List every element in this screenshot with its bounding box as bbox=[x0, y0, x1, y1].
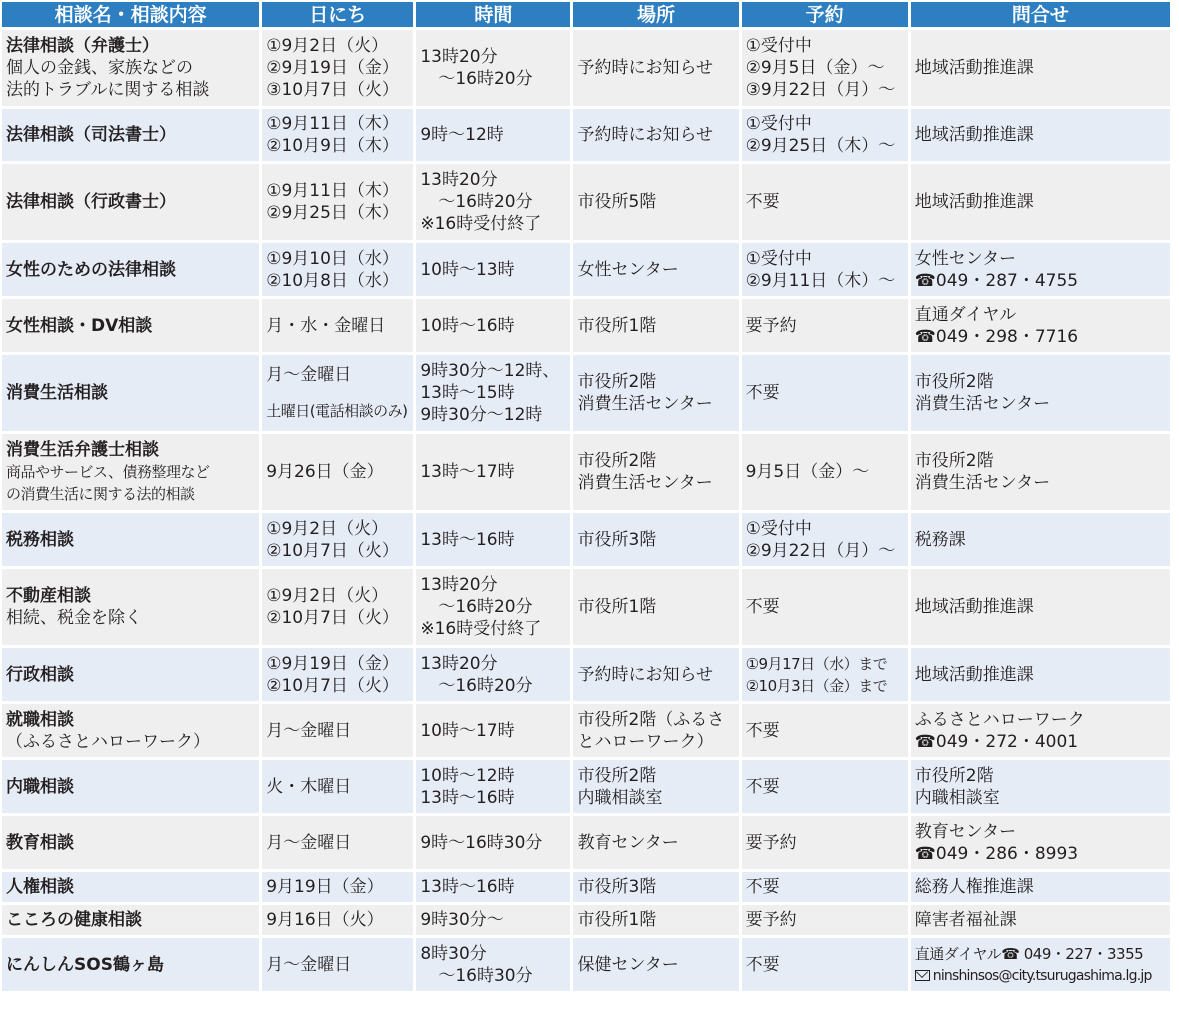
time-line: ～16時20分 bbox=[438, 597, 533, 617]
contact-email[interactable]: ninshinsos@city.tsurugashima.lg.jp bbox=[932, 967, 1152, 984]
contact-line: 内職相談室 bbox=[914, 787, 1000, 808]
reservation-line: 要予約 bbox=[745, 315, 797, 336]
reservation-line: 不要 bbox=[745, 383, 780, 403]
table-row bbox=[2, 905, 1170, 935]
time-cell bbox=[416, 299, 570, 352]
reservation-line: 不要 bbox=[745, 192, 780, 212]
date-line: ①9月11日（木） bbox=[266, 181, 399, 201]
place-cell bbox=[573, 355, 738, 431]
contact-cell bbox=[911, 30, 1170, 106]
date-cell bbox=[262, 938, 413, 991]
time-line: 13時～17時 bbox=[420, 462, 515, 482]
consultation-name: 法律相談（行政書士） bbox=[6, 192, 176, 212]
time-line: ※16時受付終了 bbox=[420, 619, 542, 639]
reservation-cell bbox=[742, 905, 908, 935]
contact-line: 直通ダイヤル bbox=[914, 304, 1017, 325]
time-line: ～16時20分 bbox=[438, 675, 533, 696]
date-cell bbox=[262, 243, 413, 296]
consultation-name: 税務相談 bbox=[6, 529, 74, 550]
date-cell bbox=[262, 648, 413, 701]
date-line: ②10月9日（木） bbox=[266, 136, 399, 156]
consultation-cell bbox=[2, 355, 259, 431]
place-line: 市役所1階 bbox=[577, 910, 657, 930]
contact-line: 市役所2階 bbox=[914, 765, 994, 786]
place-cell bbox=[573, 816, 738, 869]
date-line: 月～金曜日 bbox=[266, 954, 352, 975]
contact-line: 市役所2階 bbox=[914, 451, 994, 471]
consultation-name: 内職相談 bbox=[6, 776, 74, 797]
place-line: 市役所2階 bbox=[577, 372, 657, 392]
contact-line: 地域活動推進課 bbox=[914, 664, 1034, 685]
time-line: 13時20分 bbox=[420, 575, 498, 595]
reservation-line: 9月5日（金）～ bbox=[745, 462, 870, 482]
contact-cell bbox=[911, 760, 1170, 813]
time-line: 9時～16時30分 bbox=[420, 832, 543, 853]
time-line: 13時～16時 bbox=[420, 529, 515, 550]
reservation-cell bbox=[742, 872, 908, 902]
consultation-cell bbox=[2, 648, 259, 701]
consultation-name: 教育相談 bbox=[6, 832, 74, 853]
reservation-cell bbox=[742, 513, 908, 566]
place-line: 市役所5階 bbox=[577, 192, 657, 212]
place-cell bbox=[573, 164, 738, 240]
consultation-cell bbox=[2, 704, 259, 757]
place-cell bbox=[573, 704, 738, 757]
place-cell bbox=[573, 299, 738, 352]
table-row bbox=[2, 434, 1170, 510]
reservation-line: ②9月5日（金）～ bbox=[745, 58, 885, 78]
place-cell bbox=[573, 243, 738, 296]
contact-cell bbox=[911, 816, 1170, 869]
table-row bbox=[2, 872, 1170, 902]
consultation-desc: 法的トラブルに関する相談 bbox=[6, 80, 210, 100]
consultation-name: 女性相談・DV相談 bbox=[6, 315, 153, 336]
contact-cell bbox=[911, 938, 1170, 991]
consultation-cell bbox=[2, 109, 259, 161]
table-row bbox=[2, 243, 1170, 296]
place-cell bbox=[573, 513, 738, 566]
reservation-line: ①受付中 bbox=[745, 36, 812, 56]
place-line: 保健センター bbox=[577, 954, 679, 975]
reservation-line: ①受付中 bbox=[745, 248, 812, 269]
consultation-name: 行政相談 bbox=[6, 664, 74, 685]
date-cell bbox=[262, 355, 413, 431]
header-time: 時間 bbox=[416, 2, 570, 27]
contact-cell bbox=[911, 109, 1170, 161]
place-line: 消費生活センター bbox=[577, 394, 713, 414]
time-cell bbox=[416, 355, 570, 431]
reservation-line: 不要 bbox=[745, 877, 780, 897]
date-line: 月～金曜日 bbox=[266, 720, 352, 741]
time-line: 10時～13時 bbox=[420, 259, 515, 280]
place-line: とハローワーク） bbox=[577, 731, 714, 752]
place-cell bbox=[573, 569, 738, 645]
place-cell bbox=[573, 30, 738, 106]
reservation-line: 要予約 bbox=[745, 910, 797, 930]
date-line: ②10月7日（火） bbox=[266, 608, 399, 628]
consultation-name: 不動産相談 bbox=[6, 586, 91, 606]
header-consultation: 相談名・相談内容 bbox=[2, 2, 259, 27]
time-cell bbox=[416, 938, 570, 991]
place-line: 女性センター bbox=[577, 259, 679, 280]
contact-cell bbox=[911, 243, 1170, 296]
time-cell bbox=[416, 243, 570, 296]
date-cell bbox=[262, 905, 413, 935]
consultation-cell bbox=[2, 30, 259, 106]
place-line: 消費生活センター bbox=[577, 473, 713, 493]
time-line: ～16時20分 bbox=[438, 192, 533, 212]
header-reservation: 予約 bbox=[742, 2, 908, 27]
date-line: ③10月7日（火） bbox=[266, 80, 399, 100]
consultation-desc: 個人の金銭、家族などの bbox=[6, 58, 193, 78]
contact-line: 地域活動推進課 bbox=[914, 125, 1034, 145]
reservation-cell bbox=[742, 164, 908, 240]
consultation-desc: 相続、税金を除く bbox=[6, 608, 142, 628]
place-line: 予約時にお知らせ bbox=[577, 58, 713, 78]
place-cell bbox=[573, 109, 738, 161]
table-row bbox=[2, 164, 1170, 240]
consultation-name: 就職相談 bbox=[6, 709, 74, 730]
consultation-cell bbox=[2, 434, 259, 510]
date-cell bbox=[262, 816, 413, 869]
time-line: 13時20分 bbox=[420, 47, 498, 67]
table-row bbox=[2, 30, 1170, 106]
header-date: 日にち bbox=[262, 2, 413, 27]
date-cell bbox=[262, 513, 413, 566]
table-row bbox=[2, 299, 1170, 352]
reservation-line: 不要 bbox=[745, 597, 780, 617]
consultation-desc: （ふるさとハローワーク） bbox=[6, 731, 210, 752]
contact-cell bbox=[911, 164, 1170, 240]
time-cell bbox=[416, 434, 570, 510]
consultation-name: 人権相談 bbox=[6, 877, 74, 897]
time-line: 13時20分 bbox=[420, 653, 498, 674]
date-cell bbox=[262, 872, 413, 902]
consultation-desc: 商品やサービス、債務整理など bbox=[6, 463, 210, 481]
table-row bbox=[2, 760, 1170, 813]
reservation-cell bbox=[742, 704, 908, 757]
time-cell bbox=[416, 704, 570, 757]
date-line: ②9月25日（木） bbox=[266, 203, 399, 223]
consultation-cell bbox=[2, 872, 259, 902]
consultation-name: 法律相談（弁護士） bbox=[6, 36, 159, 56]
place-cell bbox=[573, 905, 738, 935]
consultation-cell bbox=[2, 760, 259, 813]
reservation-line: ②9月22日（月）～ bbox=[745, 540, 896, 561]
place-cell bbox=[573, 760, 738, 813]
date-cell bbox=[262, 299, 413, 352]
contact-cell bbox=[911, 355, 1170, 431]
date-cell bbox=[262, 760, 413, 813]
place-line: 予約時にお知らせ bbox=[577, 125, 713, 145]
date-cell bbox=[262, 434, 413, 510]
reservation-line: ②9月11日（木）～ bbox=[745, 270, 896, 291]
place-line: 市役所2階（ふるさ bbox=[577, 709, 725, 730]
table-row bbox=[2, 648, 1170, 701]
reservation-line: 不要 bbox=[745, 720, 780, 741]
consultation-cell bbox=[2, 513, 259, 566]
contact-line: 市役所2階 bbox=[914, 372, 994, 392]
contact-cell bbox=[911, 299, 1170, 352]
time-line: 13時～16時 bbox=[420, 877, 515, 897]
date-line: ①9月2日（火） bbox=[266, 518, 389, 539]
date-cell bbox=[262, 30, 413, 106]
reservation-cell bbox=[742, 816, 908, 869]
reservation-line: 要予約 bbox=[745, 832, 797, 853]
date-line: ①9月2日（火） bbox=[266, 586, 389, 606]
consultation-cell bbox=[2, 816, 259, 869]
table-row bbox=[2, 569, 1170, 645]
contact-line: 地域活動推進課 bbox=[914, 58, 1034, 78]
reservation-cell bbox=[742, 760, 908, 813]
time-line: ～16時30分 bbox=[438, 965, 533, 986]
header-row bbox=[2, 2, 1170, 27]
place-cell bbox=[573, 872, 738, 902]
contact-cell bbox=[911, 872, 1170, 902]
place-line: 市役所2階 bbox=[577, 451, 657, 471]
contact-cell bbox=[911, 905, 1170, 935]
time-line: 10時～17時 bbox=[420, 720, 515, 741]
consultation-name: にんしんSOS鶴ヶ島 bbox=[6, 954, 164, 975]
contact-line: 地域活動推進課 bbox=[914, 192, 1034, 212]
contact-phone: ☎049・287・4755 bbox=[914, 270, 1079, 291]
place-line: 市役所3階 bbox=[577, 877, 657, 897]
time-line: 8時30分 bbox=[420, 943, 487, 964]
consultation-name: こころの健康相談 bbox=[6, 910, 142, 930]
contact-line: 総務人権推進課 bbox=[914, 877, 1034, 897]
place-cell bbox=[573, 648, 738, 701]
consultation-name: 消費生活相談 bbox=[6, 383, 108, 403]
time-cell bbox=[416, 872, 570, 902]
time-cell bbox=[416, 109, 570, 161]
place-line: 市役所2階 bbox=[577, 765, 657, 786]
time-line: 9時～12時 bbox=[420, 125, 504, 145]
place-line: 予約時にお知らせ bbox=[577, 664, 713, 685]
date-line: 月～金曜日 bbox=[266, 832, 352, 853]
reservation-line: ②9月25日（木）～ bbox=[745, 136, 896, 156]
table-row bbox=[2, 816, 1170, 869]
date-line: ①9月11日（木） bbox=[266, 114, 399, 134]
reservation-line: 不要 bbox=[745, 776, 780, 797]
table-row bbox=[2, 355, 1170, 431]
date-line: ②10月8日（水） bbox=[266, 270, 399, 291]
contact-line: 地域活動推進課 bbox=[914, 597, 1034, 617]
contact-cell bbox=[911, 704, 1170, 757]
time-line: 10時～12時 bbox=[420, 765, 515, 786]
time-line: 13時～16時 bbox=[420, 787, 515, 808]
reservation-line: ③9月22日（月）～ bbox=[745, 80, 896, 100]
reservation-cell bbox=[742, 355, 908, 431]
place-line: 市役所1階 bbox=[577, 597, 657, 617]
reservation-line: ①受付中 bbox=[745, 114, 812, 134]
consultation-cell bbox=[2, 569, 259, 645]
place-cell bbox=[573, 434, 738, 510]
consultation-name: 消費生活弁護士相談 bbox=[6, 440, 159, 460]
date-line: 火・木曜日 bbox=[266, 776, 352, 797]
contact-line: 税務課 bbox=[914, 529, 966, 550]
contact-line: ふるさとハローワーク bbox=[914, 709, 1085, 730]
date-cell bbox=[262, 109, 413, 161]
reservation-cell bbox=[742, 243, 908, 296]
time-line: ※16時受付終了 bbox=[420, 214, 542, 234]
date-line: 9月26日（金） bbox=[266, 462, 384, 482]
contact-line: 消費生活センター bbox=[914, 473, 1051, 493]
contact-cell bbox=[911, 513, 1170, 566]
date-line: 9月16日（火） bbox=[266, 910, 384, 930]
date-line: ①9月10日（水） bbox=[266, 248, 399, 269]
date-line: ②10月7日（火） bbox=[266, 675, 399, 696]
contact-phone: ☎049・286・8993 bbox=[914, 843, 1079, 864]
time-cell bbox=[416, 569, 570, 645]
header-place: 場所 bbox=[573, 2, 738, 27]
reservation-line: 不要 bbox=[745, 954, 780, 975]
date-line: ②9月19日（金） bbox=[266, 58, 399, 78]
consultation-cell bbox=[2, 243, 259, 296]
reservation-cell bbox=[742, 648, 908, 701]
header-contact: 問合せ bbox=[911, 2, 1170, 27]
date-line: 9月19日（金） bbox=[266, 877, 384, 897]
date-line: ①9月19日（金） bbox=[266, 653, 399, 674]
contact-line: 教育センター bbox=[914, 821, 1017, 842]
date-line: 月～金曜日 bbox=[266, 365, 352, 385]
spacer bbox=[266, 386, 409, 400]
table-row bbox=[2, 513, 1170, 566]
consultation-name: 法律相談（司法書士） bbox=[6, 125, 176, 145]
reservation-line: ①受付中 bbox=[745, 518, 812, 539]
contact-line: 女性センター bbox=[914, 248, 1017, 269]
time-line: ～16時20分 bbox=[438, 69, 533, 89]
contact-cell bbox=[911, 434, 1170, 510]
consultation-desc: の消費生活に関する法的相談 bbox=[6, 485, 195, 503]
time-line: 10時～16時 bbox=[420, 315, 515, 336]
consultation-cell bbox=[2, 938, 259, 991]
date-line: 月・水・金曜日 bbox=[266, 315, 386, 336]
place-line: 市役所3階 bbox=[577, 529, 657, 550]
time-cell bbox=[416, 30, 570, 106]
time-cell bbox=[416, 648, 570, 701]
time-cell bbox=[416, 905, 570, 935]
reservation-cell bbox=[742, 569, 908, 645]
reservation-line: ②10月3日（金）まで bbox=[745, 676, 888, 695]
time-cell bbox=[416, 513, 570, 566]
contact-phone: 直通ダイヤル☎ 049・227・3355 bbox=[914, 944, 1144, 963]
contact-line: 障害者福祉課 bbox=[914, 910, 1017, 930]
time-line: 9時30分～12時、 bbox=[420, 361, 560, 381]
place-line: 教育センター bbox=[577, 832, 679, 853]
time-line: 13時～15時 bbox=[420, 383, 515, 403]
consultation-cell bbox=[2, 299, 259, 352]
reservation-cell bbox=[742, 109, 908, 161]
time-cell bbox=[416, 760, 570, 813]
place-cell bbox=[573, 938, 738, 991]
date-line: ②10月7日（火） bbox=[266, 540, 399, 561]
mail-icon bbox=[915, 970, 930, 981]
contact-cell bbox=[911, 569, 1170, 645]
date-line: 土曜日(電話相談のみ) bbox=[266, 402, 408, 420]
contact-line: 消費生活センター bbox=[914, 394, 1051, 414]
place-line: 内職相談室 bbox=[577, 787, 663, 808]
time-cell bbox=[416, 816, 570, 869]
contact-phone: ☎049・272・4001 bbox=[914, 731, 1079, 752]
date-cell bbox=[262, 164, 413, 240]
date-line: ①9月2日（火） bbox=[266, 36, 389, 56]
consultation-cell bbox=[2, 905, 259, 935]
place-line: 市役所1階 bbox=[577, 315, 657, 336]
contact-cell bbox=[911, 648, 1170, 701]
time-line: 9時30分～ bbox=[420, 910, 504, 930]
table-row bbox=[2, 704, 1170, 757]
consultation-schedule bbox=[2, 2, 1170, 994]
reservation-cell bbox=[742, 30, 908, 106]
reservation-cell bbox=[742, 299, 908, 352]
table-row bbox=[2, 109, 1170, 161]
time-line: 9時30分～12時 bbox=[420, 405, 543, 425]
date-cell bbox=[262, 704, 413, 757]
reservation-cell bbox=[742, 938, 908, 991]
date-cell bbox=[262, 569, 413, 645]
consultation-name: 女性のための法律相談 bbox=[6, 259, 176, 280]
reservation-line: ①9月17日（水）まで bbox=[745, 654, 888, 673]
consultation-cell bbox=[2, 164, 259, 240]
time-cell bbox=[416, 164, 570, 240]
time-line: 13時20分 bbox=[420, 170, 498, 190]
reservation-cell bbox=[742, 434, 908, 510]
table-row bbox=[2, 938, 1170, 991]
contact-phone: ☎049・298・7716 bbox=[914, 326, 1079, 347]
